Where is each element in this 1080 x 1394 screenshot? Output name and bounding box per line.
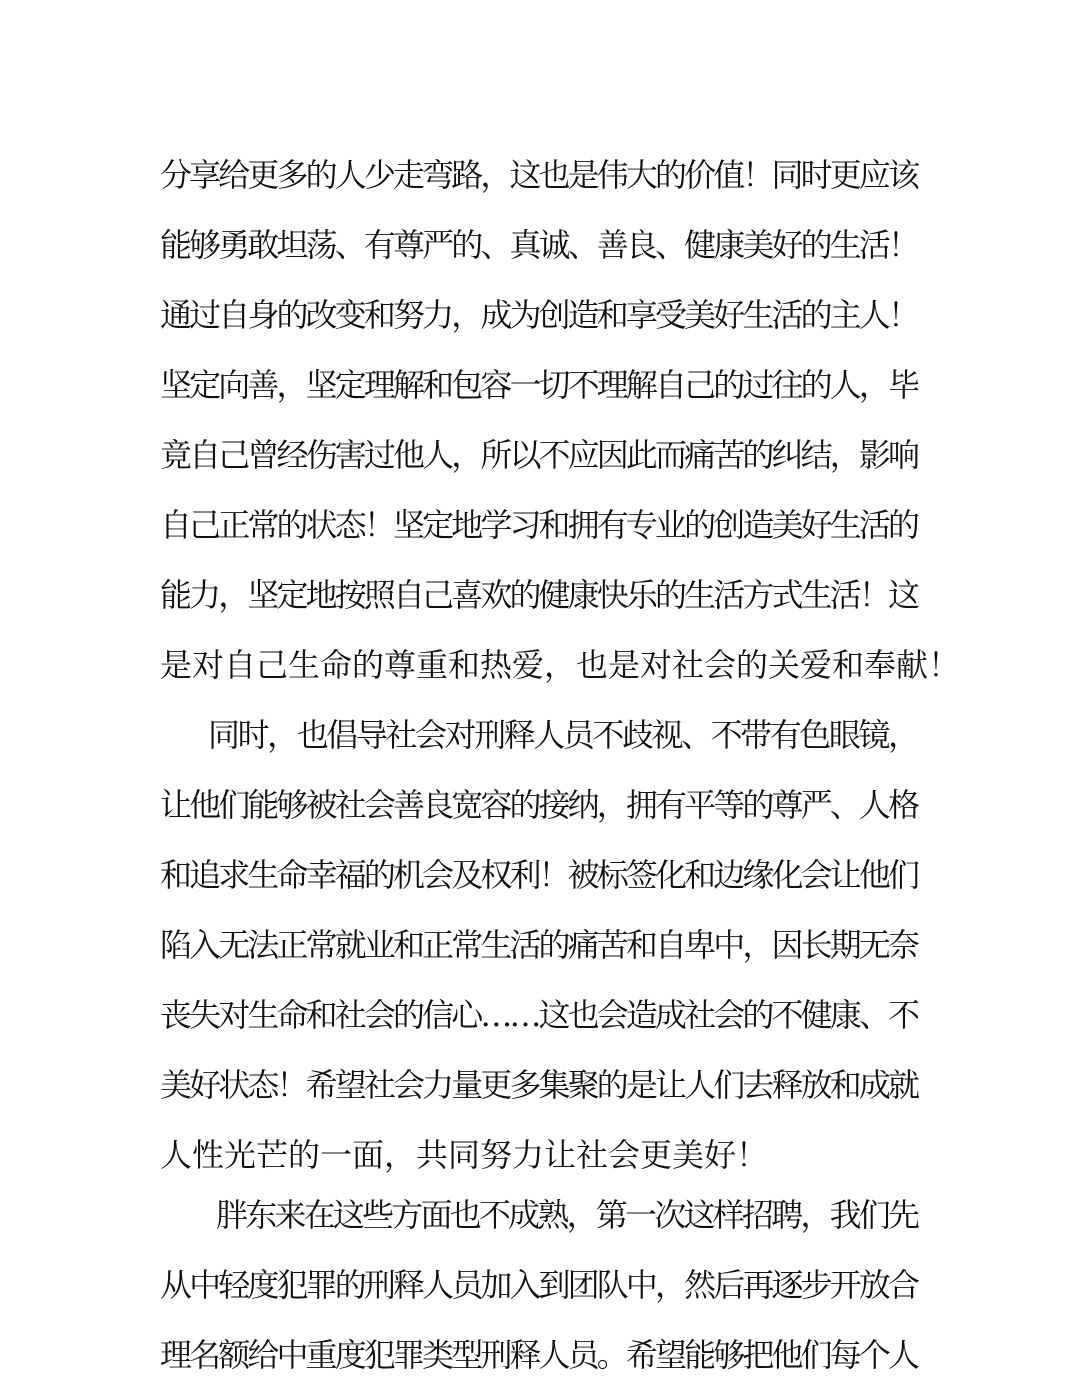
- paragraph-first-line: 胖东来在这些方面也不成熟，第一次这样招聘，我们先: [216, 1196, 918, 1234]
- paragraph-first-line: 同时，也倡导社会对刑释人员不歧视、不带有色眼镜，: [208, 716, 918, 754]
- text-line: 让他们能够被社会善良宽容的接纳，拥有平等的尊严、人格: [160, 786, 918, 824]
- text-line: 分享给更多的人少走弯路，这也是伟大的价值！同时更应该: [160, 156, 918, 194]
- text-line: 通过自身的改变和努力，成为创造和享受美好生活的主人！: [160, 296, 918, 334]
- text-line: 和追求生命幸福的机会及权利！被标签化和边缘化会让他们: [160, 856, 918, 894]
- text-line: 能力，坚定地按照自己喜欢的健康快乐的生活方式生活！这: [160, 576, 918, 614]
- text-line: 是对自己生命的尊重和热爱，也是对社会的关爱和奉献！: [160, 646, 961, 684]
- text-line: 能够勇敢坦荡、有尊严的、真诚、善良、健康美好的生活！: [160, 226, 918, 264]
- text-line: 丧失对生命和社会的信心……这也会造成社会的不健康、不: [160, 996, 918, 1034]
- text-line: 理名额给中重度犯罪类型刑释人员。希望能够把他们每个人: [160, 1336, 918, 1374]
- text-line: 陷入无法正常就业和正常生活的痛苦和自卑中，因长期无奈: [160, 926, 918, 964]
- text-line: 自己正常的状态！坚定地学习和拥有专业的创造美好生活的: [160, 506, 918, 544]
- text-line: 从中轻度犯罪的刑释人员加入到团队中，然后再逐步开放合: [160, 1266, 918, 1304]
- text-line: 美好状态！希望社会力量更多集聚的是让人们去释放和成就: [160, 1066, 918, 1104]
- text-line: 竟自己曾经伤害过他人，所以不应因此而痛苦的纠结，影响: [160, 436, 918, 474]
- text-line: 坚定向善，坚定理解和包容一切不理解自己的过往的人，毕: [160, 366, 918, 404]
- text-line: 人性光芒的一面，共同努力让社会更美好！: [160, 1136, 769, 1174]
